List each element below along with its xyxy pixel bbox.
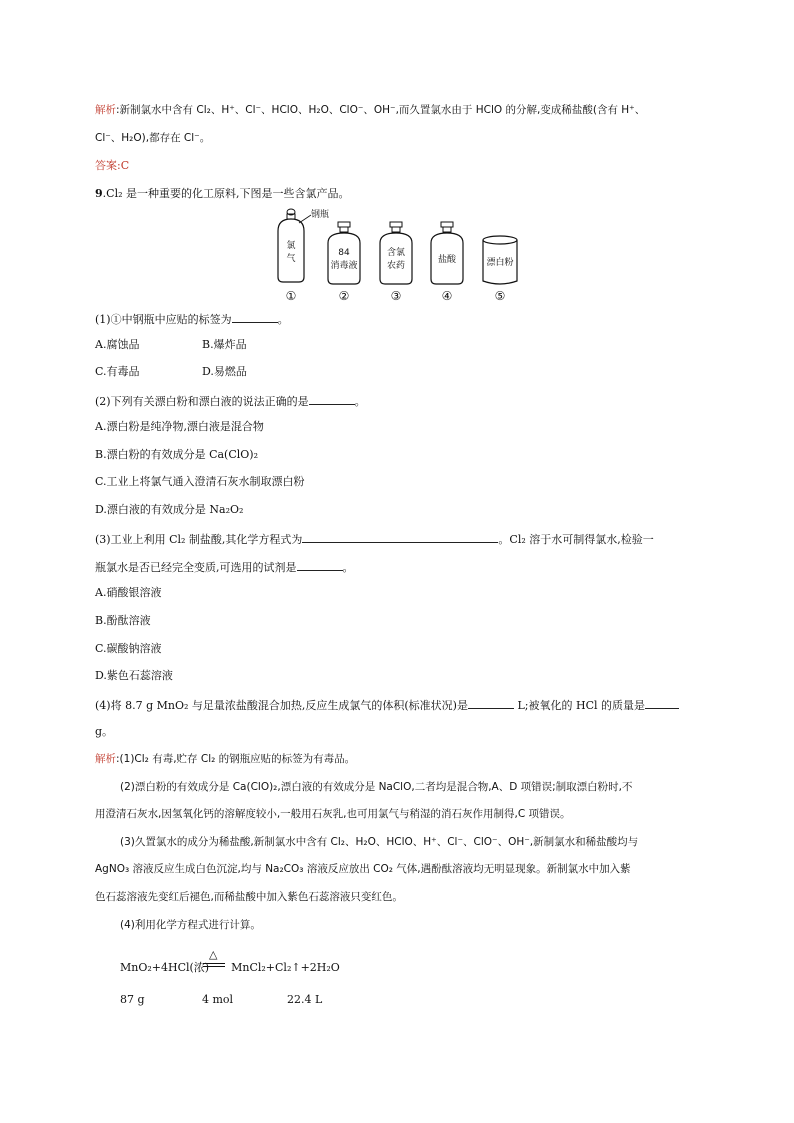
sub-question-3-line-1: [95, 531, 654, 547]
equation-left: MnO₂+4HCl(浓): [120, 961, 210, 974]
option-b: B.漂白粉的有效成分是 Ca(ClO)₂: [95, 448, 258, 461]
equation-double-line-top: [203, 963, 225, 964]
answer-blank: [309, 393, 355, 405]
chlorine-text-part2: 气: [286, 254, 296, 264]
solution-p3-line-2: AgNO₃ 溶液反应生成白色沉淀,均与 Na₂CO₃ 溶液反应放出 CO₂ 气体,遇酚酞溶液均无明显现象。新制氯水中加入紫: [95, 863, 631, 875]
analysis-line-1: [95, 103, 645, 117]
calculation-row: [120, 993, 323, 1007]
option-c: C.工业上将氯气通入澄清石灰水制取漂白粉: [95, 475, 305, 488]
answer-label: 答案: [95, 159, 117, 172]
answer-line: [95, 159, 129, 173]
calc-volume: 22.4 L: [287, 993, 323, 1006]
item-4-label: 盐酸: [437, 255, 457, 265]
sub-question-3-stem-a: (3)工业上利用 Cl₂ 制盐酸,其化学方程式为: [95, 533, 303, 546]
item-3-line2: 农药: [386, 261, 406, 271]
steel-cylinder-image: [278, 208, 329, 303]
sub-question-4-line-2: g。: [95, 725, 114, 738]
solution-p3-line-3: 色石蕊溶液先变红后褪色,而稀盐酸中加入紫色石蕊溶液只变红色。: [95, 891, 403, 903]
steel-bottle-label: 钢瓶: [311, 210, 330, 220]
answer-value: :C: [117, 159, 130, 172]
item-number-5: ⑤: [494, 289, 506, 303]
calc-mass: 87 g: [120, 993, 145, 1006]
sub-question-1: [95, 311, 289, 327]
item-number-3: ③: [390, 289, 402, 303]
item-2-line2: 消毒液: [330, 261, 358, 271]
solution-p2-line-1: (2)漂白粉的有效成分是 Ca(ClO)₂,漂白液的有效成分是 NaClO,二者均是混合物,A、D 项错误;制取漂白粉时,不: [120, 781, 633, 793]
option-a: A.硝酸银溶液: [95, 586, 162, 599]
option-b: B.爆炸品: [202, 338, 247, 351]
analysis-text-1: :新制氯水中含有 Cl₂、H⁺、Cl⁻、HClO、H₂O、ClO⁻、OH⁻,而久置氯水由于 HClO 的分解,变成稀盐酸(含有 H⁺、: [116, 104, 646, 116]
question-9-stem: [95, 187, 350, 201]
sub-question-2: [95, 393, 366, 409]
sub-question-3-stem-b: 。Cl₂ 溶于水可制得氯水,检验一: [498, 533, 654, 546]
sub-question-3-stem-c: 瓶氯水是否已经完全变质,可选用的试剂是: [95, 561, 297, 574]
sub-question-1-stem: (1)①中钢瓶中应贴的标签为: [95, 313, 232, 326]
pesticide-bottle-image: [380, 222, 412, 303]
item-number-1: ①: [285, 289, 297, 303]
question-9-text: .Cl₂ 是一种重要的化工原料,下图是一些含氯产品。: [102, 187, 350, 200]
option-b: B.酚酞溶液: [95, 614, 151, 627]
acid-bottle-image: [431, 222, 463, 303]
answer-blank: [232, 311, 278, 323]
item-number-2: ②: [338, 289, 350, 303]
question-number: 9: [95, 187, 103, 200]
sub-question-3-end: 。: [342, 561, 354, 574]
volume-blank: [468, 697, 514, 709]
option-a: A.漂白粉是纯净物,漂白液是混合物: [95, 420, 264, 433]
sub-question-2-end: 。: [354, 395, 366, 408]
item-number-4: ④: [441, 289, 453, 303]
solution-p3-line-1: (3)久置氯水的成分为稀盐酸,新制氯水中含有 Cl₂、H₂O、HClO、H⁺、Cl⁻、ClO⁻、OH⁻,新制氯水和稀盐酸均与: [120, 836, 639, 848]
item-3-line1: 含氯: [386, 248, 406, 258]
chlorine-products-figure: [266, 205, 536, 305]
disinfectant-bottle-image: [328, 222, 360, 303]
option-d: D.易燃品: [202, 365, 247, 378]
equation-double-line-bottom: [203, 966, 225, 967]
item-5-label: 漂白粉: [486, 258, 514, 268]
solution-p4: (4)利用化学方程式进行计算。: [120, 919, 261, 931]
option-d: D.漂白液的有效成分是 Na₂O₂: [95, 503, 244, 516]
equation-right: MnCl₂+Cl₂↑+2H₂O: [231, 961, 340, 974]
sub-question-1-options-row-2: [95, 365, 247, 379]
chemical-equation: [120, 961, 340, 975]
analysis-label: 解析: [95, 104, 116, 116]
item-2-line1: 84: [338, 248, 350, 258]
sub-question-1-end: 。: [277, 313, 289, 326]
sub-question-4-stem-a: (4)将 8.7 g MnO₂ 与足量浓盐酸混合加热,反应生成氯气的体积(标准状况)是: [95, 699, 468, 712]
sub-question-3-line-2: [95, 559, 354, 575]
solution-line-1: [95, 752, 355, 766]
solution-p1: :(1)Cl₂ 有毒,贮存 Cl₂ 的钢瓶应贴的标签为有毒品。: [116, 753, 356, 765]
sub-question-4-stem-b: L;被氧化的 HCl 的质量是: [513, 699, 645, 712]
option-c: C.有毒品: [95, 365, 140, 378]
solution-label: 解析: [95, 753, 116, 765]
chlorine-text-part1: 氯: [286, 241, 296, 251]
option-d: D.紫色石蕊溶液: [95, 669, 173, 682]
option-c: C.碳酸钠溶液: [95, 642, 162, 655]
sub-question-4-line-1: [95, 697, 679, 713]
calc-mol: 4 mol: [202, 993, 234, 1006]
sub-question-1-options-row-1: [95, 338, 247, 352]
option-a: A.腐蚀品: [95, 338, 140, 351]
bleaching-powder-image: [483, 236, 517, 303]
equation-blank: [302, 531, 498, 543]
sub-question-2-stem: (2)下列有关漂白粉和漂白液的说法正确的是: [95, 395, 309, 408]
mass-blank: [645, 697, 679, 709]
answer-blank: [297, 559, 343, 571]
heat-condition-icon: △: [209, 948, 218, 961]
analysis-line-2: Cl⁻、H₂O),都存在 Cl⁻。: [95, 132, 211, 144]
solution-p2-line-2: 用澄清石灰水,因氢氧化钙的溶解度较小,一般用石灰乳,也可用氯气与稍湿的消石灰作用制得,C 项错误。: [95, 808, 571, 820]
